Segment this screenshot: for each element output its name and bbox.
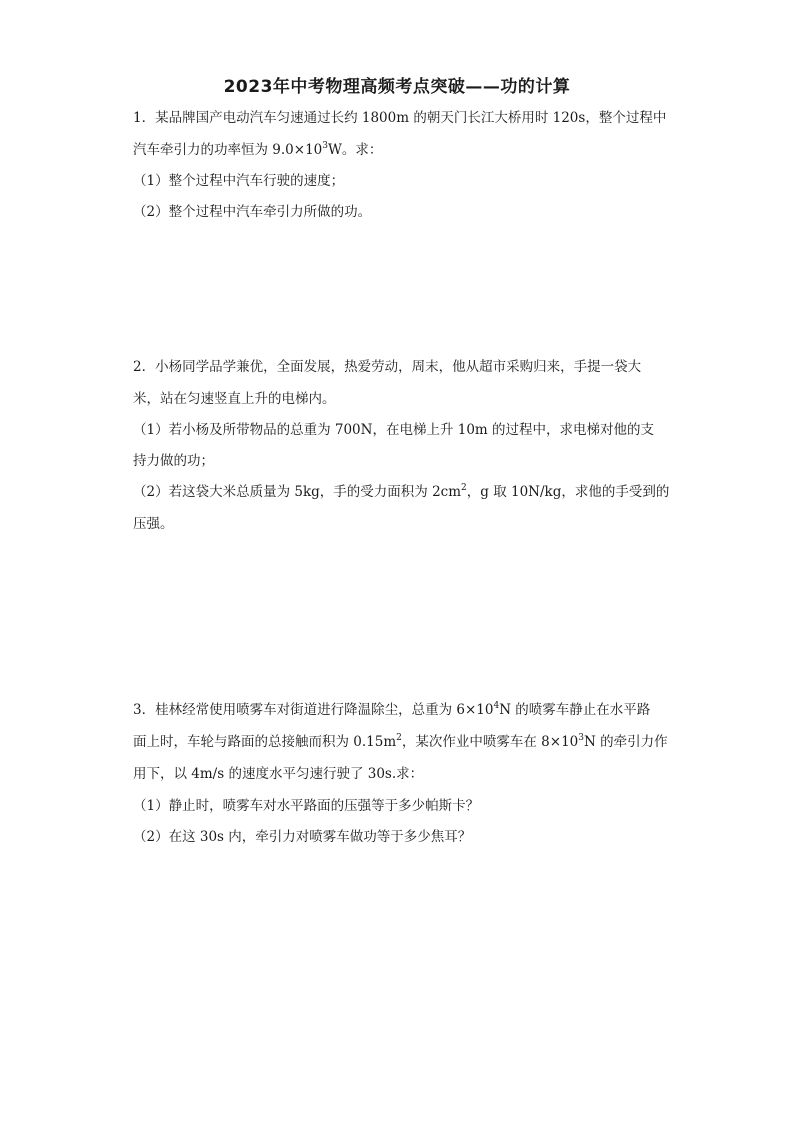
q2-part-2-exponent: 2 [461, 482, 467, 493]
q2-part-2-line-2: 压强。 [133, 516, 174, 532]
q3-line-2-text-b: ，某次作业中喷雾车在 8×10 [401, 734, 579, 750]
q1-line-2-exponent: 3 [322, 140, 328, 151]
q3-part-1: （1）静止时，喷雾车对水平路面的压强等于多少帕斯卡？ [133, 798, 480, 814]
q2-part-2-text-a: （2）若这袋大米总质量为 5kg，手的受力面积为 2cm [133, 484, 462, 500]
q3-line-2-exponent-1: 2 [396, 732, 402, 743]
q3-line-1-text-a: 3．桂林经常使用喷雾车对街道进行降温除尘，总重为 6×10 [133, 702, 494, 718]
q2-part-1-line-1: （1）若小杨及所带物品的总重为 700N，在电梯上升 10m 的过程中，求电梯对他的支 [133, 422, 655, 438]
q3-line-2-exponent-2: 3 [578, 732, 584, 743]
q2-part-2-line-1 [133, 482, 669, 502]
q2-part-1-line-2: 持力做的功； [133, 453, 214, 469]
q2-part-2-text-b: ，g 取 10N/kg，求他的手受到的 [466, 484, 670, 500]
q1-part-2: （2）整个过程中汽车牵引力所做的功。 [133, 204, 372, 220]
q3-line-1 [133, 700, 650, 720]
q1-line-2-text-a: 汽车牵引力的功率恒为 9.0×10 [133, 142, 323, 158]
q1-line-2 [133, 140, 382, 160]
q3-part-2: （2）在这 30s 内，牵引力对喷雾车做功等于多少焦耳？ [133, 829, 472, 845]
q2-line-2: 米，站在匀速竖直上升的电梯内。 [133, 391, 336, 407]
q1-part-1: （1）整个过程中汽车行驶的速度； [133, 173, 345, 189]
q2-line-1: 2．小杨同学品学兼优，全面发展，热爱劳动，周末，他从超市采购归来，手提一袋大 [133, 359, 642, 375]
q1-line-1: 1．某品牌国产电动汽车匀速通过长约 1800m 的朝天门长江大桥用时 120s，整个过程中 [133, 110, 667, 126]
q3-line-1-exponent: 4 [493, 700, 500, 711]
q1-line-2-text-b: W。求： [328, 142, 383, 158]
page-title: 2023年中考物理高频考点突破——功的计算 [223, 77, 571, 97]
q3-line-2 [133, 732, 668, 752]
q3-line-2-text-a: 面上时，车轮与路面的总接触而积为 0.15m [133, 734, 397, 750]
q3-line-3: 用下，以 4m/s 的速度水平匀速行驶了 30s.求： [133, 766, 424, 782]
q3-line-2-text-c: N 的牵引力作 [584, 734, 668, 750]
q3-line-1-text-b: N 的喷雾车静止在水平路 [499, 702, 651, 718]
